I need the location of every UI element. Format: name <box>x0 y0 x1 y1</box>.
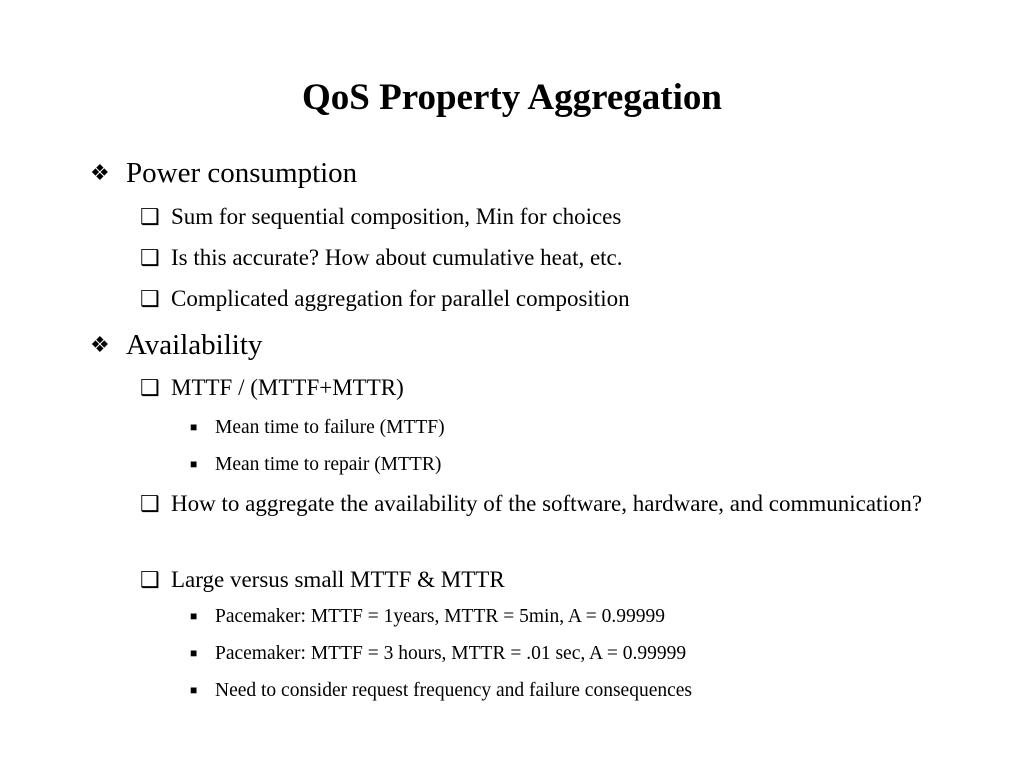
sub-list-item <box>190 605 665 629</box>
sub-list-item <box>190 679 692 703</box>
sub-list-item-text: Pacemaker: MTTF = 3 hours, MTTR = .01 sec, A = 0.99999 <box>215 643 687 664</box>
sub-list-item <box>190 642 686 666</box>
list-item <box>140 371 940 405</box>
sub-list-item <box>190 416 445 440</box>
list-item <box>140 241 940 275</box>
square-bullet-icon: ■ <box>190 420 198 434</box>
section-label: Availability <box>126 329 263 361</box>
square-bullet-icon: ■ <box>190 609 198 623</box>
section-power-consumption <box>90 156 357 190</box>
list-item <box>140 487 940 521</box>
section-availability <box>90 328 262 362</box>
sub-list-item-text: Mean time to failure (MTTF) <box>215 417 445 438</box>
sub-list-item-text: Pacemaker: MTTF = 1years, MTTR = 5min, A = 0.99999 <box>215 606 666 627</box>
list-item <box>140 563 940 597</box>
list-item-text: Large versus small MTTF & MTTR <box>171 567 505 592</box>
diamond-bullet-icon: ❖ <box>90 332 110 357</box>
diamond-bullet-icon: ❖ <box>90 160 110 185</box>
square-bullet-icon: ■ <box>190 457 198 471</box>
slide-title: QoS Property Aggregation <box>302 77 722 118</box>
sub-list-item <box>190 453 441 477</box>
box-bullet-icon: ❑ <box>140 491 160 516</box>
section-label: Power consumption <box>126 157 358 189</box>
square-bullet-icon: ■ <box>190 646 198 660</box>
box-bullet-icon: ❑ <box>140 286 160 311</box>
list-item <box>140 200 940 234</box>
box-bullet-icon: ❑ <box>140 245 160 270</box>
list-item-text: MTTF / (MTTF+MTTR) <box>171 375 404 400</box>
list-item-text: How to aggregate the availability of the software, hardware, and communication? <box>171 491 923 516</box>
box-bullet-icon: ❑ <box>140 567 160 592</box>
list-item-text: Complicated aggregation for parallel composition <box>171 286 630 311</box>
sub-list-item-text: Mean time to repair (MTTR) <box>215 454 442 475</box>
box-bullet-icon: ❑ <box>140 204 160 229</box>
list-item <box>140 282 940 316</box>
square-bullet-icon: ■ <box>190 683 198 697</box>
box-bullet-icon: ❑ <box>140 375 160 400</box>
list-item-text: Sum for sequential composition, Min for choices <box>171 204 622 229</box>
list-item-text: Is this accurate? How about cumulative heat, etc. <box>171 245 623 270</box>
sub-list-item-text: Need to consider request frequency and failure consequences <box>215 680 692 701</box>
